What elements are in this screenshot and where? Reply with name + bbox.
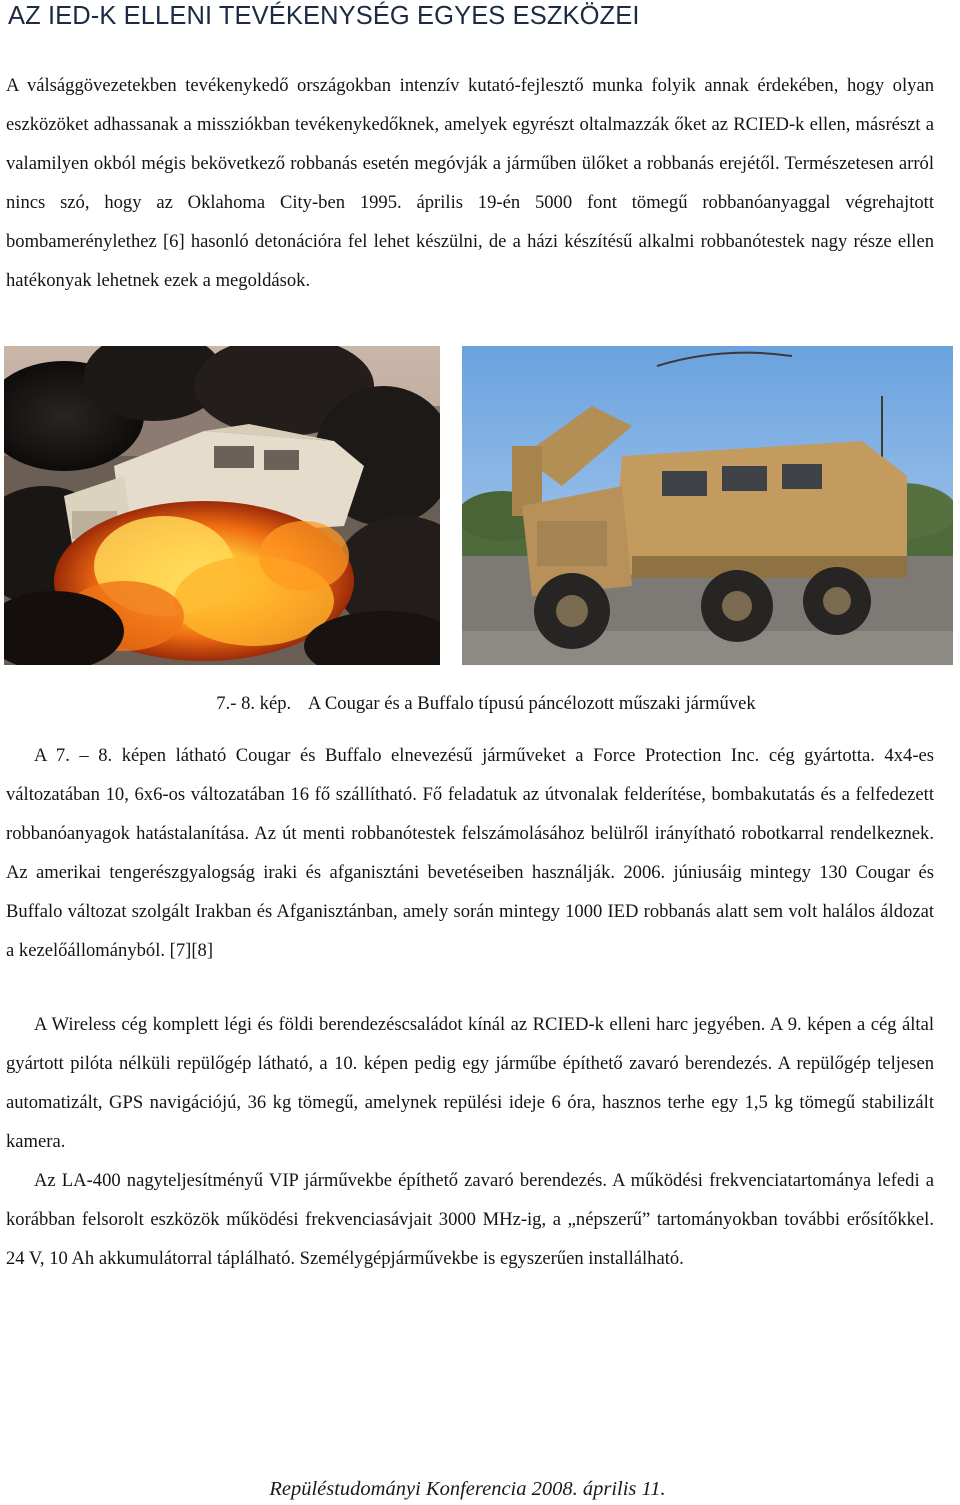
figure-caption-text: A Cougar és a Buffalo típusú páncélozott műszaki járművek: [307, 693, 756, 714]
page-title: AZ IED-K ELLENI TEVÉKENYSÉG EGYES ESZKÖZEI: [8, 2, 640, 30]
buffalo-vehicle-photo: [462, 346, 953, 665]
la400-paragraph: Az LA-400 nagyteljesítményű VIP járművekbe építhető zavaró berendezés. A működési frekvenciatartománya lefedi a korábban felsorolt eszközök működési frekvenciasávjait 3000 MHz-ig, a „népszerű” tartományokban további erősítőkkel. 24 V, 10 Ah akkumulátorral táplálható. Személygépjárművekbe is egyszerűen installálható.: [6, 1170, 934, 1269]
figure-number: 7.- 8. kép.: [216, 693, 292, 714]
wireless-paragraph: A Wireless cég komplett légi és földi berendezéscsaládot kínál az RCIED-k elleni harc jegyében. A 9. képen a cég által gyártott pilóta nélküli repülőgép látható, a 10. képen pedig egy járműbe építhető zavaró berendezés. A repülőgép teljesen automatizált, GPS navigációjú, 36 kg tömegű, amelynek repülési ideje 6 óra, hasznos terhe egy 1,5 kg tömegű stabilizált kamera.: [6, 1014, 934, 1152]
figure-caption: [0, 690, 960, 718]
vehicles-paragraph: A 7. – 8. képen látható Cougar és Buffalo elnevezésű járműveket a Force Protection Inc. cég gyártotta. 4x4-es változatában 10, 6x6-os változatában 16 fő szállítható. Fő feladatuk az útvonalak felderítése, bombakutatás és a felfedezett robbanóanyagok hatástalanítása. Az út menti robbanótestek felszámolásához belülről irányítható robotkarral rendelkeznek. Az amerikai tengerészgyalogság iraki és afganisztáni bevetéseiben használják. 2006. júniusáig mintegy 130 Cougar és Buffalo változat szolgált Irakban és Afganisztánban, amely során mintegy 1000 IED robbanás alatt sem volt halálos áldozat a kezelőállományból. [7][8]: [6, 745, 934, 961]
page-footer: Repüléstudományi Konferencia 2008. április 11.: [269, 1478, 666, 1500]
cougar-explosion-photo: [4, 346, 440, 665]
intro-paragraph: A válsággövezetekben tevékenykedő országokban intenzív kutató-fejlesztő munka folyik annak érdekében, hogy olyan eszközöket adhassanak a missziókban tevékenykedőknek, amelyek egyrészt oltalmazzák őket az RCIED-k ellen, másrészt a valamilyen okból mégis bekövetkező robbanás esetén megóvják a járműben ülőket a robbanás erejétől. Természetesen arról nincs szó, hogy az Oklahoma City-ben 1995. április 19-én 5000 font tömegű robbanóanyaggal végrehajtott bombamerénylethez [6] hasonló detonációra fel lehet készülni, de a házi készítésű alkalmi robbanótestek nagy része ellen hatékonyak lehetnek ezek a megoldások.: [6, 75, 934, 291]
